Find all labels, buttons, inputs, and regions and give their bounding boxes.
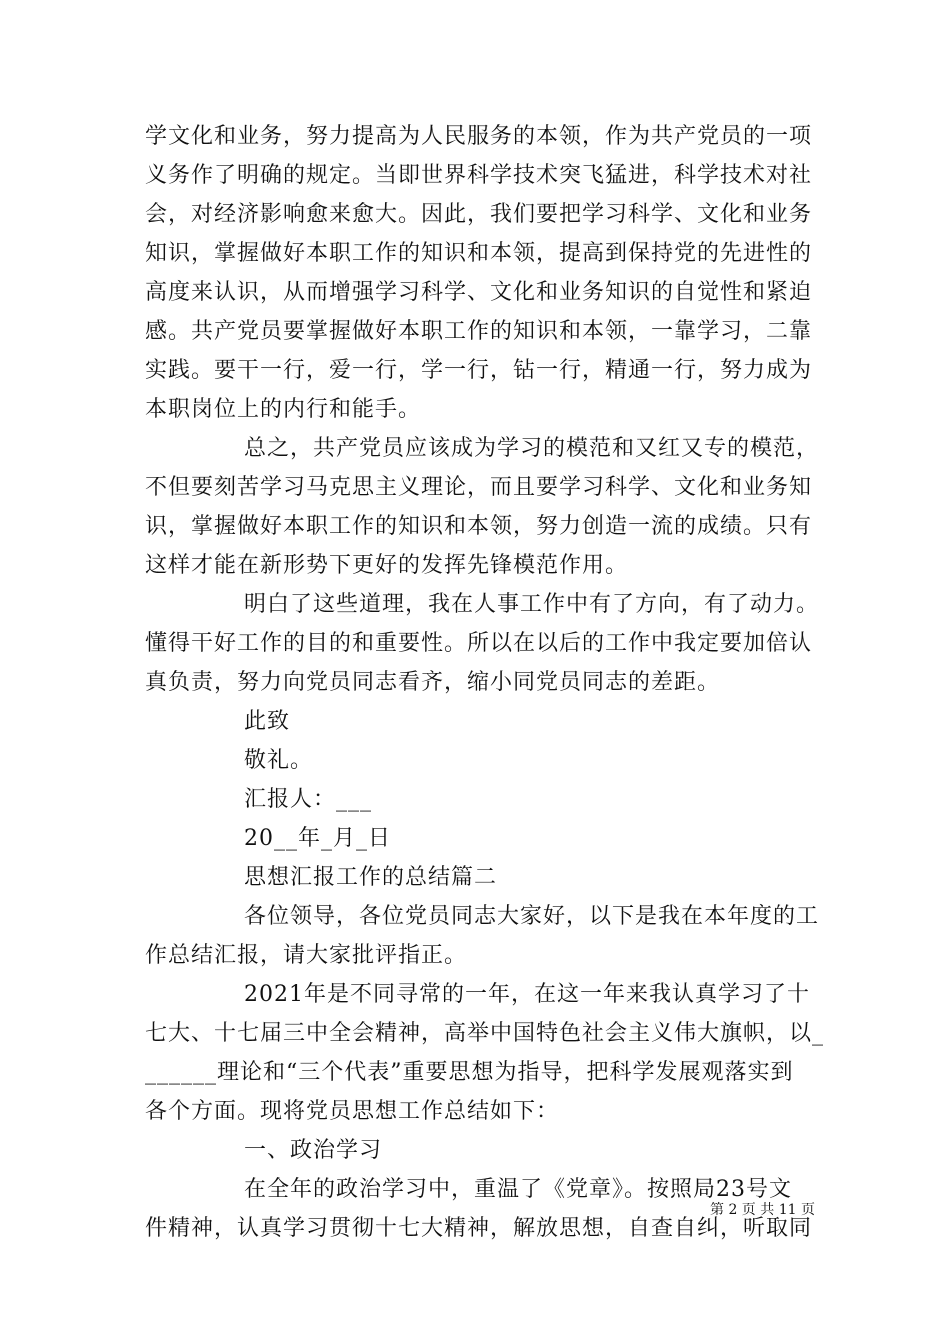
text-line: 学文化和业务，努力提高为人民服务的本领，作为共产党员的一项 <box>145 124 813 149</box>
text-line: 不但要刻苦学习马克思主义理论，而且要学习科学、文化和业务知 <box>145 475 813 500</box>
text-line: 作总结汇报，请大家批评指正。 <box>145 943 468 968</box>
text-line: 实践。要干一行，爱一行，学一行，钻一行，精通一行，努力成为 <box>145 358 813 383</box>
text-line: 会，对经济影响愈来愈大。因此，我们要把学习科学、文化和业务 <box>145 202 813 227</box>
page-number-footer: 第 2 页 共 11 页 <box>710 1202 815 1218</box>
text-line: 义务作了明确的规定。当即世界科学技术突飞猛进，科学技术对社 <box>145 163 813 188</box>
text-line: 懂得干好工作的目的和重要性。所以在以后的工作中我定要加倍认 <box>145 631 813 656</box>
text-line: 高度来认识，从而增强学习科学、文化和业务知识的自觉性和紧迫 <box>145 280 813 305</box>
reporter-field: 汇报人：___ <box>244 787 373 812</box>
text-line: 真负责，努力向党员同志看齐，缩小同党员同志的差距。 <box>145 670 721 695</box>
text-line: 本职岗位上的内行和能手。 <box>145 397 422 422</box>
text-line: 知识，掌握做好本职工作的知识和本领，提高到保持党的先进性的 <box>145 241 813 266</box>
paragraph-first-line: 各位领导，各位党员同志大家好，以下是我在本年度的工 <box>244 904 820 929</box>
paragraph-first-line: 总之，共产党员应该成为学习的模范和又红又专的模范， <box>244 436 820 461</box>
closing-salutation: 此致 <box>244 709 291 734</box>
text-line: 七大、十七届三中全会精神，高举中国特色社会主义伟大旗帜，以_ <box>145 1021 825 1046</box>
subsection-heading: 一、政治学习 <box>244 1138 383 1163</box>
text-line: ______理论和“三个代表”重要思想为指导，把科学发展观落实到 <box>145 1060 794 1085</box>
text-line: 各个方面。现将党员思想工作总结如下： <box>145 1099 560 1124</box>
paragraph-first-line: 明白了这些道理，我在人事工作中有了方向，有了动力。 <box>244 592 820 617</box>
text-line: 这样才能在新形势下更好的发挥先锋模范作用。 <box>145 553 629 578</box>
closing-regards: 敬礼。 <box>244 748 314 773</box>
section-title: 思想汇报工作的总结篇二 <box>244 865 498 890</box>
paragraph-first-line: 在全年的政治学习中，重温了《党章》。按照局23号文 <box>244 1177 792 1202</box>
text-line: 感。共产党员要掌握做好本职工作的知识和本领，一靠学习，二靠 <box>145 319 813 344</box>
paragraph-first-line: 2021年是不同寻常的一年，在这一年来我认真学习了十 <box>244 982 810 1007</box>
text-line: 件精神，认真学习贯彻十七大精神，解放思想，自查自纠，听取同 <box>145 1216 813 1241</box>
text-line: 识，掌握做好本职工作的知识和本领，努力创造一流的成绩。只有 <box>145 514 813 539</box>
date-field: 20__年_月_日 <box>244 826 391 851</box>
